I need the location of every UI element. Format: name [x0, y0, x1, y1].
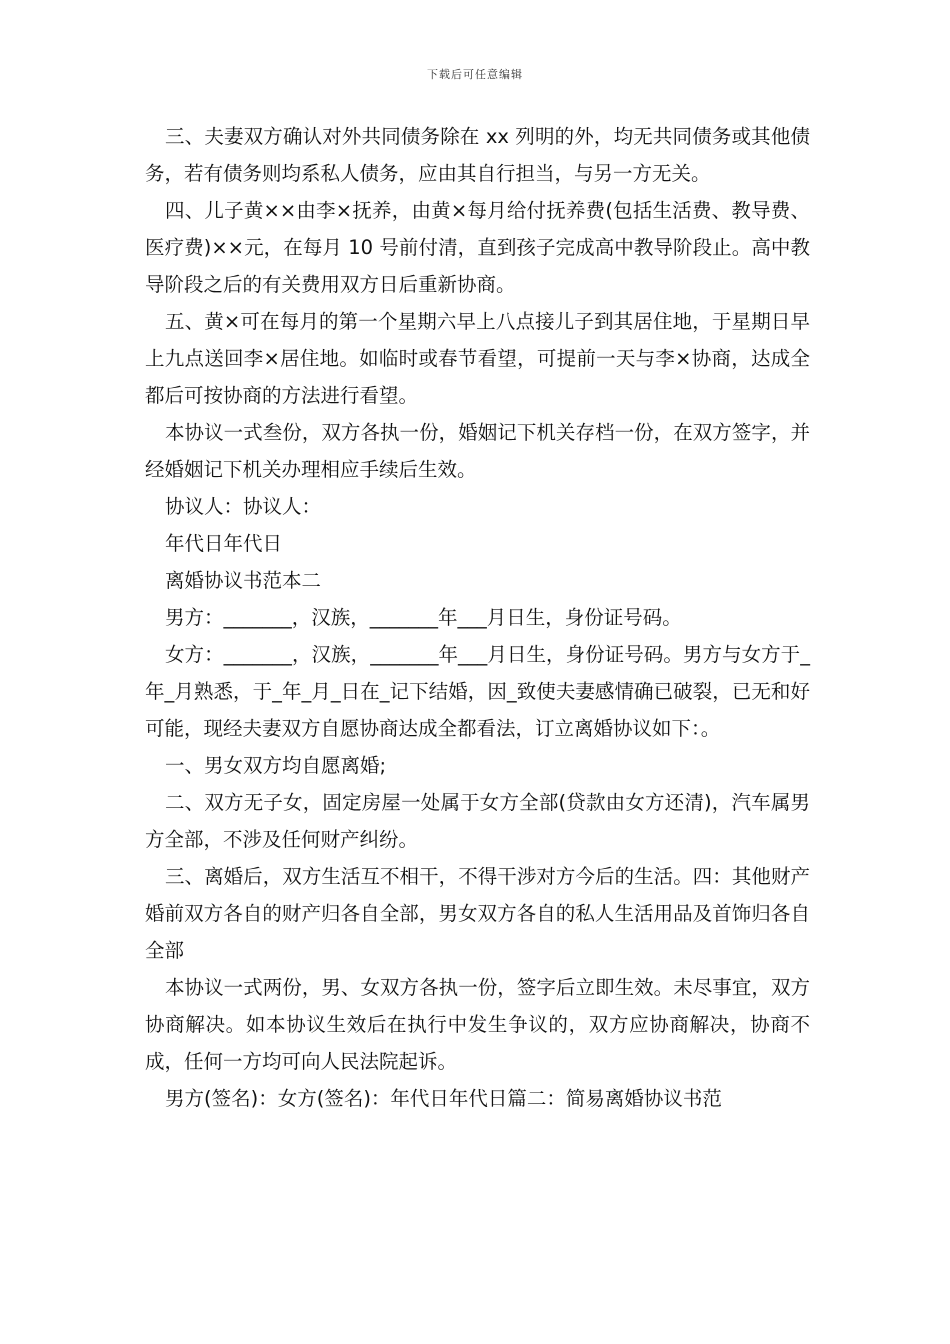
agreement-effective-note: 本协议一式两份，男、女双方各执一份，签字后立即生效。未尽事宜，双方协商解决。如本协议生效后在执行中发生争议的，双方应协商解决，协商不成，任何一方均可向人民法院起诉。	[145, 976, 810, 1073]
clause-3-independence: 三、离婚后，双方生活互不相干，不得干涉对方今后的生活。四：其他财产婚前双方各自的财产归各自全部，男女双方各自的私人生活用品及首饰归各自全部	[145, 865, 810, 962]
clause-1-voluntary-divorce: 一、男女双方均自愿离婚;	[165, 754, 387, 777]
clause-3-debts: 三、夫妻双方确认对外共同债务除在 xx 列明的外，均无共同债务或其他债务，若有债务则均系私人债务，应由其自行担当，与另一方无关。	[145, 125, 810, 185]
clause-5-visitation: 五、黄×可在每月的第一个星期六早上八点接儿子到其居住地，于星期日早上九点送回李×居住地。如临时或春节看望，可提前一天与李×协商，达成全都后可按协商的方法进行看望。	[145, 310, 810, 407]
section-title-template-two: 离婚协议书范本二	[165, 569, 322, 592]
date-line: 年代日年代日	[165, 532, 283, 555]
clause-4-child-support: 四、儿子黄××由李×抚养，由黄×每月给付抚养费(包括生活费、教导费、医疗费)××元，在每月 10 号前付清，直到孩子完成高中教导阶段止。高中教导阶段之后的有关费用双方日后重新协商。	[145, 199, 810, 296]
agreement-copies-note: 本协议一式叁份，双方各执一份，婚姻记下机关存档一份，在双方签字，并经婚姻记下机关办理相应手续后生效。	[145, 421, 810, 481]
female-party-info: 女方：_______，汉族，_______年___月日生，身份证号码。男方与女方于_年_月熟悉，于_年_月_日在_记下结婚，因_致使夫妻感情确已破裂，已无和好可能，现经夫妻双方自愿协商达成全都看法，订立离婚协议如下：。	[145, 643, 810, 740]
clause-2-property: 二、双方无子女，固定房屋一处属于女方全部(贷款由女方还清)，汽车属男方全部，不涉及任何财产纠纷。	[145, 791, 810, 851]
male-party-info: 男方：_______，汉族，_______年___月日生，身份证号码。	[165, 606, 682, 629]
signature-line: 男方(签名)：女方(签名)：年代日年代日篇二：简易离婚协议书范	[165, 1087, 722, 1110]
signatories-line: 协议人：协议人：	[165, 495, 322, 518]
page-header-note: 下载后可任意编辑	[427, 68, 523, 81]
document-body	[145, 118, 810, 1117]
